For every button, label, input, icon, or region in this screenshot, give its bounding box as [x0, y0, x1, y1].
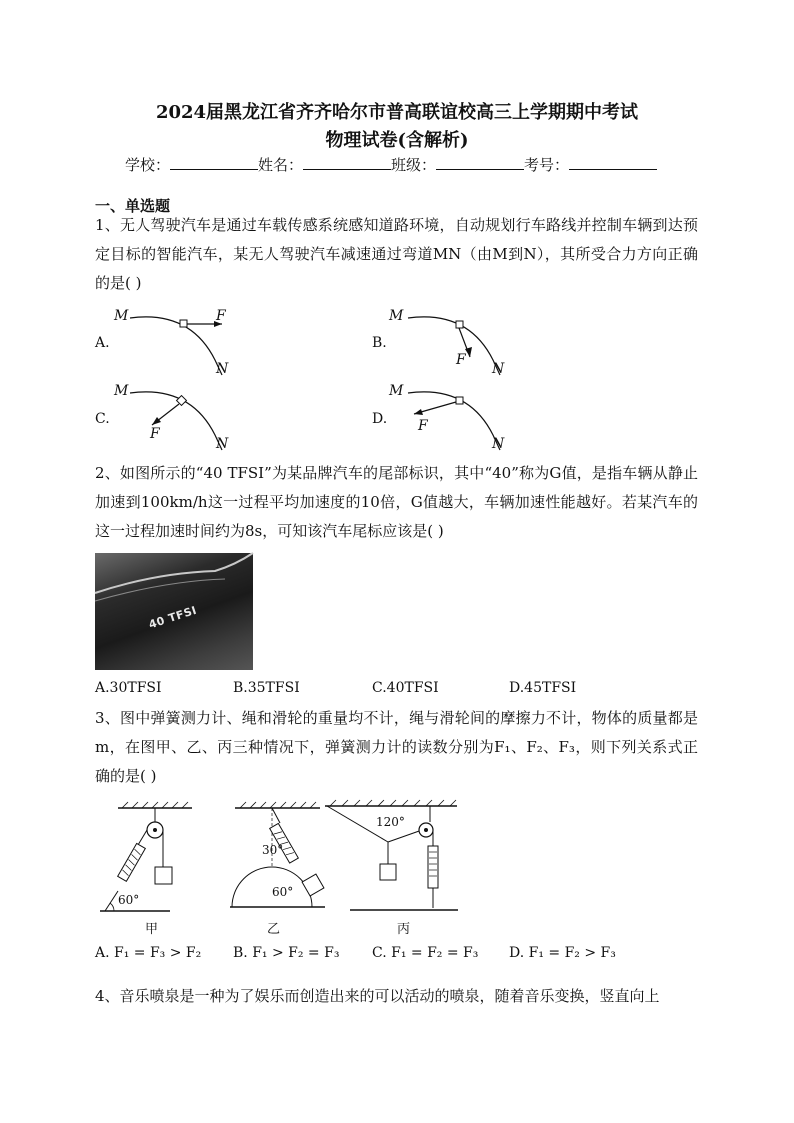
name-label: 姓名：: [258, 156, 304, 174]
q1c-label-m: M: [114, 383, 129, 399]
question-2-text: 2、如图所示的“40 TFSI”为某品牌汽车的尾部标识，其中“40”称为G值，是指车辆从静止加速到100km/h这一过程平均加速度的10倍，G值越大，车辆加速性能越好。若某汽车的这一过程加速时间约为8s，可知该汽车尾标应该是( ): [95, 464, 698, 540]
q1-diagram-b: [388, 305, 528, 380]
tfsi-badge: 40 TFSI: [147, 603, 199, 632]
q3-figure-jia: [100, 805, 210, 915]
question-1-text: 1、无人驾驶汽车是通过车载传感系统感知道路环境，自动规划行车路线并控制车辆到达预定目标的智能汽车，某无人驾驶汽车减速通过弯道MN（由M到N），其所受合力方向正确的是( ): [95, 216, 698, 292]
q3-jia-angle: 60°: [118, 893, 140, 907]
q3-option-c[interactable]: C. F₁ = F₂ = F₃: [372, 945, 479, 961]
q1a-label-n: N: [216, 361, 229, 377]
exam-title-line1: 2024届黑龙江省齐齐哈尔市普高联谊校高三上学期期中考试: [155, 102, 639, 123]
q3-caption-jia: 甲: [145, 922, 159, 937]
q1b-label-m: M: [389, 308, 404, 324]
q1d-label-f: F: [418, 418, 428, 434]
question-4-text: 4、音乐喷泉是一种为了娱乐而创造出来的可以活动的喷泉，随着音乐变换，竖直向上: [95, 987, 660, 1005]
q2-option-b[interactable]: B.35TFSI: [233, 680, 300, 696]
q3-option-b[interactable]: B. F₁ > F₂ = F₃: [233, 945, 340, 961]
q2-option-c[interactable]: C.40TFSI: [372, 680, 439, 696]
exam-title-line2: 物理试卷(含解析): [325, 130, 469, 151]
q1a-label-m: M: [114, 308, 129, 324]
name-blank[interactable]: [303, 155, 391, 170]
q1-option-c[interactable]: C.: [95, 411, 110, 427]
exam-number-label: 考号：: [524, 156, 570, 174]
q3-yi-angle-bottom: 60°: [272, 885, 294, 899]
school-label: 学校：: [125, 156, 171, 174]
q1a-label-f: F: [216, 308, 226, 324]
q1-option-a[interactable]: A.: [95, 335, 110, 351]
q1b-label-n: N: [492, 361, 505, 377]
q1c-label-f: F: [150, 426, 160, 442]
section-title: 一、单选题: [95, 197, 171, 215]
q2-option-a[interactable]: A.30TFSI: [95, 680, 162, 696]
q1-diagram-d: [388, 380, 528, 455]
q1d-label-n: N: [492, 436, 505, 452]
school-blank[interactable]: [170, 155, 258, 170]
q1-diagram-c: [110, 380, 250, 455]
q2-option-d[interactable]: D.45TFSI: [509, 680, 577, 696]
q3-caption-yi: 乙: [267, 922, 281, 937]
q1c-label-n: N: [216, 436, 229, 452]
q3-caption-bing: 丙: [397, 922, 411, 937]
q3-bing-angle: 120°: [376, 815, 405, 829]
question-3-text: 3、图中弹簧测力计、绳和滑轮的重量均不计，绳与滑轮间的摩擦力不计，物体的质量都是m，在图甲、乙、丙三种情况下，弹簧测力计的读数分别为F₁、F₂、F₃，则下列关系式正确的是( ): [95, 709, 698, 785]
q3-yi-angle-top: 30°: [262, 843, 284, 857]
class-blank[interactable]: [436, 155, 524, 170]
exam-number-blank[interactable]: [569, 155, 657, 170]
q1-option-b[interactable]: B.: [372, 335, 387, 351]
q3-option-a[interactable]: A. F₁ = F₃ > F₂: [95, 945, 202, 961]
q1-diagram-a: [110, 305, 250, 380]
class-label: 班级：: [391, 156, 437, 174]
q1-option-d[interactable]: D.: [372, 411, 388, 427]
q1d-label-m: M: [389, 383, 404, 399]
q3-option-d[interactable]: D. F₁ = F₂ > F₃: [509, 945, 616, 961]
q1b-label-f: F: [456, 352, 466, 368]
student-info-row: [125, 154, 657, 175]
